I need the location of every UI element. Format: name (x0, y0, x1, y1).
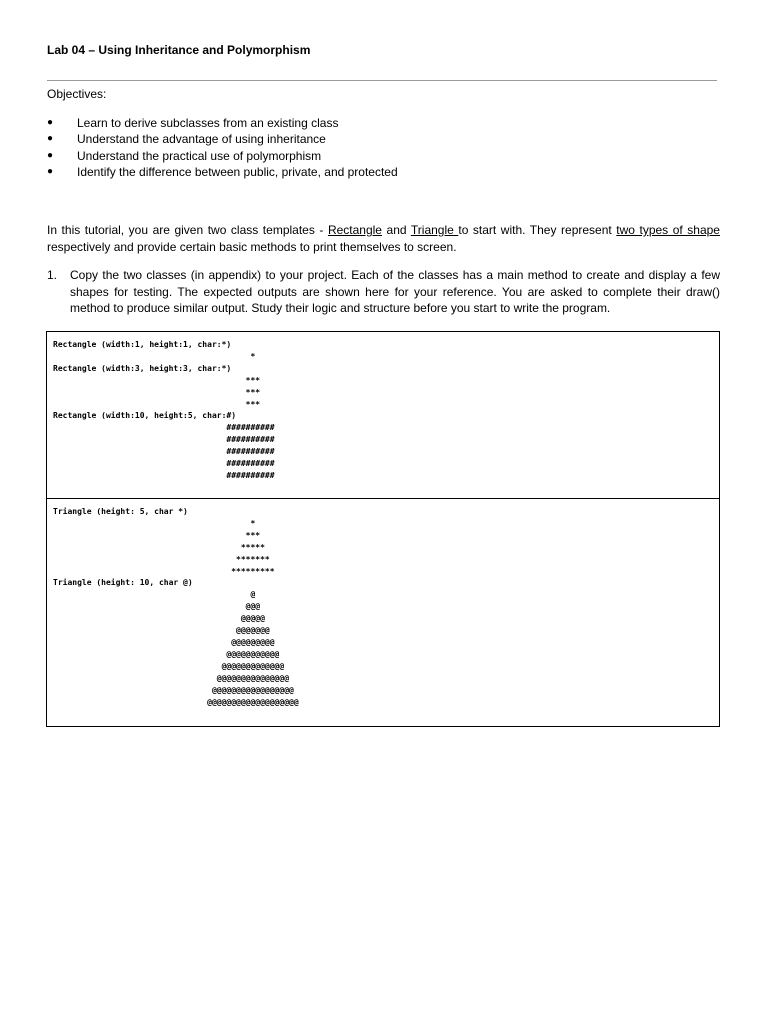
expected-output-box (46, 331, 720, 727)
output-divider (47, 498, 719, 499)
objective-item: ● Understand the advantage of using inheritance (47, 132, 326, 147)
objectives-heading: Objectives: (47, 87, 107, 101)
bullet-icon: ● (47, 149, 54, 161)
step-number: 1. (47, 268, 58, 282)
rectangle-output: Rectangle (width:1, height:1, char:*) * Rectangle (width:3, height:3, char:*) *** *** *** Rectangle (width:10, height:5, char:#) ########## ########## ########## ########## ########## (53, 340, 275, 480)
objective-item: ● Identify the difference between public, private, and protected (47, 165, 398, 180)
title-rule (47, 80, 717, 81)
rectangle-term: Rectangle (327, 223, 382, 237)
bullet-icon: ● (47, 133, 54, 145)
bullet-icon: ● (47, 117, 54, 128)
intro-paragraph: In this tutorial, you are given two class templates - Rectangle and Triangle to start with. They represent two types of shape respectively and provide certain basic methods to print themselves to screen. (47, 223, 720, 254)
triangle-term: Triangle (410, 223, 459, 237)
step-text: Copy the two classes (in appendix) to your project. Each of the classes has a main method to create and display a few shapes for testing. The expected outputs are shown here for your reference. You are asked to complete their draw() method to produce similar output. Study their logic and structure before you start to write the program. (70, 268, 720, 315)
step-1 (47, 267, 720, 317)
lab-title: Lab 04 – Using Inheritance and Polymorphism (47, 43, 311, 57)
bullet-icon: ● (47, 166, 54, 178)
objective-item: ● Understand the practical use of polymorphism (47, 148, 322, 163)
triangle-output: Triangle (height: 5, char *) * *** ***** ******* ********* Triangle (height: 10, char @) @ @@@ @@@@@ @@@@@@@ @@@@@@@@@ @@@@@@@@@@@ @@@@@@@@@@@@@ @@@@@@@@@@@@@@@ @@@@@@@@@@@@@@@@@ @@@@@@@@@@@@@@@@@@@ (53, 507, 299, 707)
objectives-list (47, 115, 398, 181)
objective-item: ● Learn to derive subclasses from an existing class (47, 116, 339, 130)
two-types-term: two types of shape (616, 223, 720, 237)
